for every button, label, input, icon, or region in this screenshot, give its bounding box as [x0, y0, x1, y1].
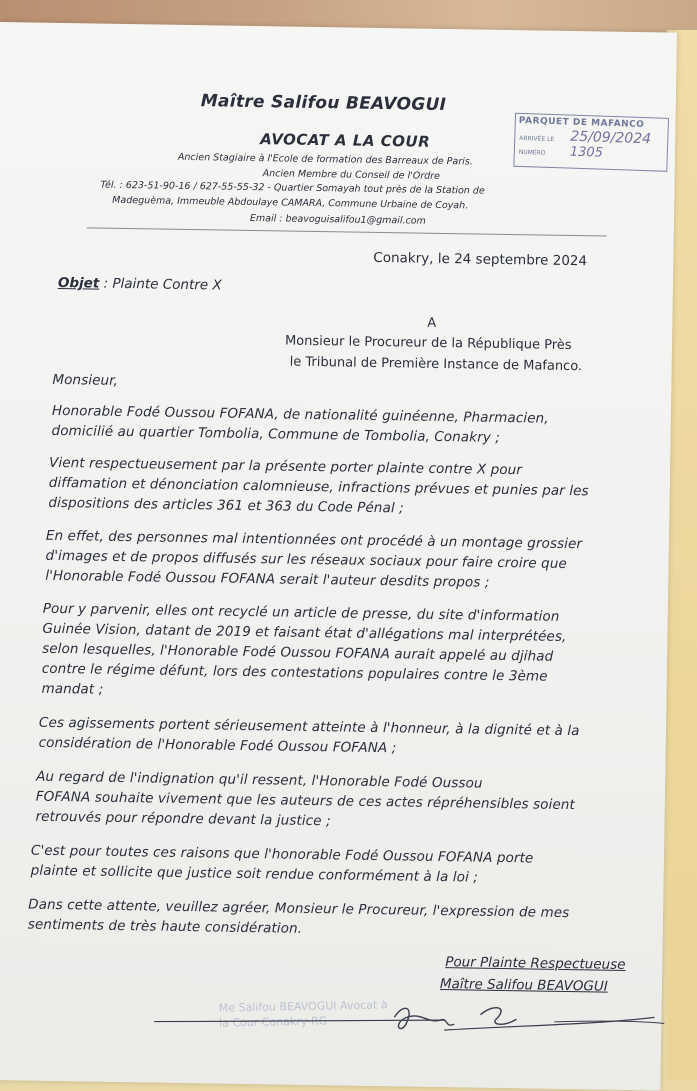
p1-line-1: Honorable Fodé Oussou FOFANA, de nationalité guinéenne, Pharmacien,: [51, 402, 549, 427]
lawyer-title: AVOCAT A LA COUR: [260, 130, 431, 151]
p3-line-2: d'images et de propos diffusés sur les réseaux sociaux pour faire croire que: [45, 547, 567, 572]
stamp-label-1: ARRIVÉE LE: [519, 134, 555, 144]
recipient-prefix: A: [427, 315, 437, 331]
lawyer-stamp: Me Salifou BEAVOGUI Avocat à la Cour Conakry-RG: [218, 998, 388, 1030]
reception-stamp: [513, 113, 669, 172]
p8-line-2: sentiments de très haute considération.: [27, 916, 303, 937]
p3-line-1: En effet, des personnes mal intentionnées ont procédé à un montage grossier: [45, 527, 583, 553]
p4-line-4: contre le régime défunt, lors des contestations populaires contre le 3ème: [41, 660, 548, 685]
p2-line-1: Vient respectueusement par la présente porter plainte contre X pour: [48, 454, 523, 479]
stamp-title: PARQUET DE MAFANCO: [518, 115, 645, 131]
p7-line-2: plainte et sollicite que justice soit rendue conformément à la loi ;: [30, 862, 479, 886]
letter-date: Conakry, le 24 septembre 2024: [373, 249, 588, 270]
stamp-number: 1305: [569, 144, 604, 161]
subject-label: Objet: [57, 274, 100, 292]
p3-line-3: l'Honorable Fodé Oussou FOFANA serait l'auteur desdits propos ;: [45, 567, 490, 591]
p4-line-3: selon lesquelles, l'Honorable Fodé Oussou FOFANA aurait appelé au djihad: [42, 640, 554, 665]
p8-line-1: Dans cette attente, veuillez agréer, Monsieur le Procureur, l'expression de mes: [28, 896, 570, 922]
p6-line-3: retrouvés pour répondre devant la justice ;: [35, 808, 331, 830]
lawyer-name: Maître Salifou BEAVOGUI: [200, 91, 447, 116]
recipient-line-2: le Tribunal de Première Instance de Mafanco.: [289, 354, 583, 375]
p1-line-2: domicilié au quartier Tombolia, Commune de Tombolia, Conakry ;: [51, 422, 501, 446]
p7-line-1: C'est pour toutes ces raisons que l'honorable Fodé Oussou FOFANA porte: [30, 842, 534, 867]
p6-line-1: Au regard de l'indignation qu'il ressent, l'Honorable Fodé Oussou: [36, 768, 483, 792]
subject-text: : Plainte Contre X: [99, 275, 222, 294]
p6-line-2: FOFANA souhaite vivement que les auteurs de ces actes répréhensibles soient: [35, 788, 576, 814]
letterhead-line-3: Tél. : 623-51-90-16 / 627-55-55-32 - Quartier Somayah tout près de la Station de: [100, 179, 485, 197]
header-rule: [87, 227, 607, 236]
salutation: Monsieur,: [52, 371, 119, 389]
p2-line-3: dispositions des articles 361 et 363 du Code Pénal ;: [48, 494, 404, 517]
letterhead-line-1: Ancien Stagiaire à l'Ecole de formation des Barreaux de Paris.: [177, 151, 473, 168]
letter-subject: [58, 275, 222, 294]
letterhead-line-2: Ancien Membre du Conseil de l'Ordre: [262, 168, 441, 182]
p2-line-2: diffamation et dénonciation calomnieuse, infractions prévues et punies par les: [48, 474, 589, 500]
letter-page: [0, 22, 677, 1091]
p4-line-1: Pour y parvenir, elles ont recyclé un article de presse, du site d'information: [42, 600, 560, 625]
stamp-label-2: NUMÉRO: [518, 148, 546, 157]
p5-line-1: Ces agissements portent sérieusement atteinte à l'honneur, à la dignité et à la: [38, 714, 580, 740]
letterhead-line-4: Madeguèma, Immeuble Abdoulaye CAMARA, Commune Urbaine de Coyah.: [112, 194, 469, 212]
p4-line-2: Guinée Vision, datant de 2019 et faisant état d'allégations mal interprétées,: [42, 620, 567, 645]
p5-line-2: considération de l'Honorable Fodé Oussou FOFANA ;: [38, 734, 397, 757]
closing-signatory: Maître Salifou BEAVOGUI: [439, 976, 608, 995]
letterhead-email: Email : beavoguisalifou1@gmail.com: [249, 212, 426, 227]
p4-line-5: mandat ;: [41, 680, 104, 698]
stamp-date: 25/09/2024: [570, 128, 652, 148]
handwritten-signature: [144, 979, 665, 1057]
closing-formula: Pour Plainte Respectueuse: [445, 954, 626, 973]
recipient-line-1: Monsieur le Procureur de la République Près: [284, 333, 572, 354]
